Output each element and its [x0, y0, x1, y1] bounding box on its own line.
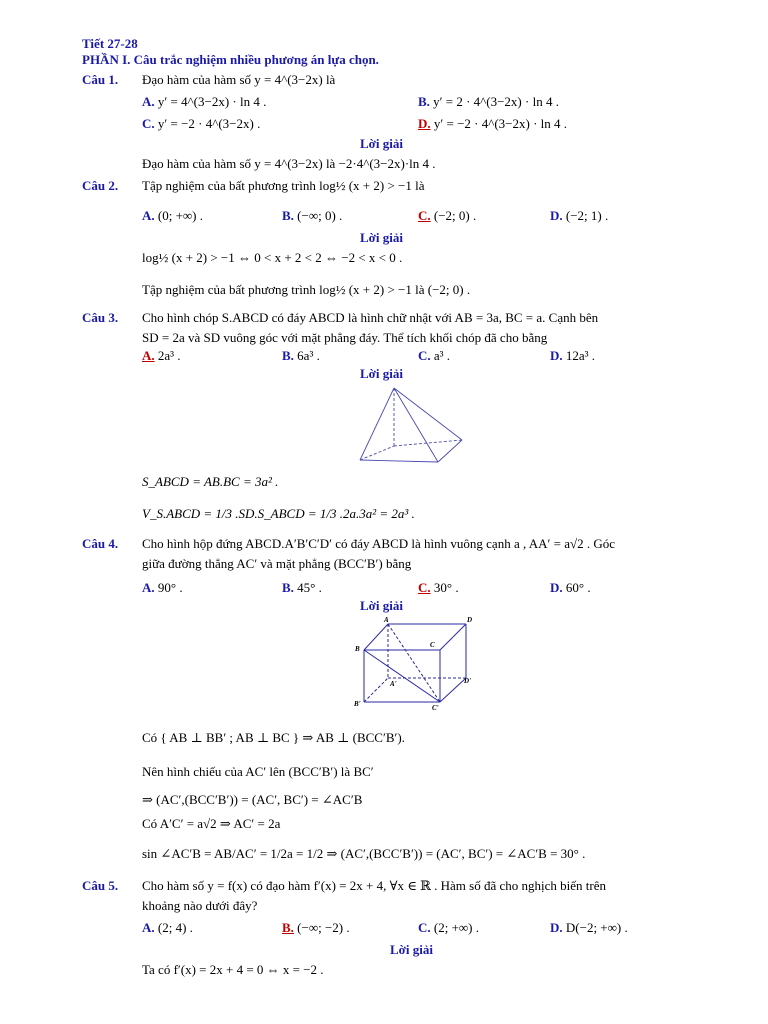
option-d-correct: D. y′ = −2 · 4^(3−2x) · ln 4 . [418, 116, 568, 131]
question-stem-cont: SD = 2a và SD vuông góc với mặt phẳng đáy. Thể tích khối chóp đã cho bằng [142, 330, 548, 345]
solution-line: Ta có f′(x) = 2x + 4 = 0 ⇔ x = −2 . [142, 962, 324, 977]
solution-line: Tập nghiệm của bất phương trình log½ (x + 2) > −1 là (−2; 0) . [142, 282, 471, 297]
period-heading: Tiết 27-28 [82, 36, 138, 51]
option-c-correct: C. 30° . [418, 580, 459, 595]
vertex-label: D' [464, 677, 471, 685]
option-d: D. D(−2; +∞) . [550, 920, 628, 935]
solution-line: ⇒ (AC′,(BCC′B′)) = (AC′, BC′) = ∠AC′B [142, 792, 363, 807]
option-c: C. a³ . [418, 348, 451, 363]
question-stem: Cho hàm số y = f(x) có đạo hàm f′(x) = 2x + 4, ∀x ∈ ℝ . Hàm số đã cho nghịch biến trên [142, 878, 606, 893]
option-c: C. y′ = −2 · 4^(3−2x) . [142, 116, 261, 131]
question-stem: Cho hình chóp S.ABCD có đáy ABCD là hình chữ nhật với AB = 3a, BC = a. Cạnh bên [142, 310, 599, 325]
solution-line: Đạo hàm của hàm số y = 4^(3−2x) là −2·4^(3−2x)·ln 4 . [142, 156, 436, 171]
solution-heading: Lời giải [390, 942, 433, 957]
question-stem-cont: khoảng nào dưới đây? [142, 898, 258, 913]
pyramid-figure [352, 384, 472, 468]
option-a: A. (2; 4) . [142, 920, 193, 935]
option-c-correct: C. (−2; 0) . [418, 208, 477, 223]
option-b: B. 45° . [282, 580, 322, 595]
vertex-label: A [384, 616, 389, 624]
option-b: B. 6a³ . [282, 348, 320, 363]
vertex-label: C [430, 641, 435, 649]
question-stem: Đạo hàm của hàm số y = 4^(3−2x) là [142, 72, 336, 87]
solution-heading: Lời giải [360, 598, 403, 613]
solution-heading: Lời giải [360, 136, 403, 151]
vertex-label: B [355, 645, 360, 653]
solution-line: Có { AB ⊥ BB′ ; AB ⊥ BC } ⇒ AB ⊥ (BCC′B′). [142, 730, 405, 745]
solution-line: Nên hình chiếu của AC′ lên (BCC′B′) là BC′ [142, 764, 374, 779]
solution-line: Có A′C′ = a√2 ⇒ AC′ = 2a [142, 816, 281, 831]
option-b: B. y′ = 2 · 4^(3−2x) · ln 4 . [418, 94, 559, 109]
option-a-correct: A. 2a³ . [142, 348, 181, 363]
solution-heading: Lời giải [360, 230, 403, 245]
box-figure [348, 614, 478, 714]
solution-line: S_ABCD = AB.BC = 3a² . [142, 474, 279, 489]
option-b-correct: B. (−∞; −2) . [282, 920, 350, 935]
part-heading: PHẦN I. Câu trắc nghiệm nhiều phương án lựa chọn. [82, 52, 379, 67]
option-d: D. 12a³ . [550, 348, 596, 363]
vertex-label: B' [354, 700, 361, 708]
vertex-label: C' [432, 704, 439, 712]
option-a: A. y′ = 4^(3−2x) · ln 4 . [142, 94, 267, 109]
question-stem: Tập nghiệm của bất phương trình log½ (x + 2) > −1 là [142, 178, 425, 193]
solution-heading: Lời giải [360, 366, 403, 381]
vertex-label: A' [390, 680, 397, 688]
question-number: Câu 3. [82, 310, 119, 325]
option-d: D. (−2; 1) . [550, 208, 609, 223]
question-stem: Cho hình hộp đứng ABCD.A′B′C′D′ có đáy ABCD là hình vuông cạnh a , AA′ = a√2 . Góc [142, 536, 616, 551]
option-c: C. (2; +∞) . [418, 920, 480, 935]
vertex-label: D [467, 616, 473, 624]
option-a: A. (0; +∞) . [142, 208, 204, 223]
solution-line: log½ (x + 2) > −1 ⇔ 0 < x + 2 < 2 ⇔ −2 < x < 0 . [142, 250, 403, 265]
solution-line: sin ∠AC′B = AB/AC′ = 1/2a = 1/2 ⇒ (AC′,(BCC′B′)) = (AC′, BC′) = ∠AC′B = 30° . [142, 846, 586, 861]
question-number: Câu 4. [82, 536, 119, 551]
question-stem-cont: giữa đường thẳng AC′ và mặt phẳng (BCC′B′) bằng [142, 556, 412, 571]
question-number: Câu 5. [82, 878, 119, 893]
option-d: D. 60° . [550, 580, 591, 595]
option-b: B. (−∞; 0) . [282, 208, 343, 223]
question-number: Câu 2. [82, 178, 119, 193]
solution-line: V_S.ABCD = 1/3 .SD.S_ABCD = 1/3 .2a.3a² = 2a³ . [142, 506, 415, 521]
question-number: Câu 1. [82, 72, 119, 87]
option-a: A. 90° . [142, 580, 183, 595]
